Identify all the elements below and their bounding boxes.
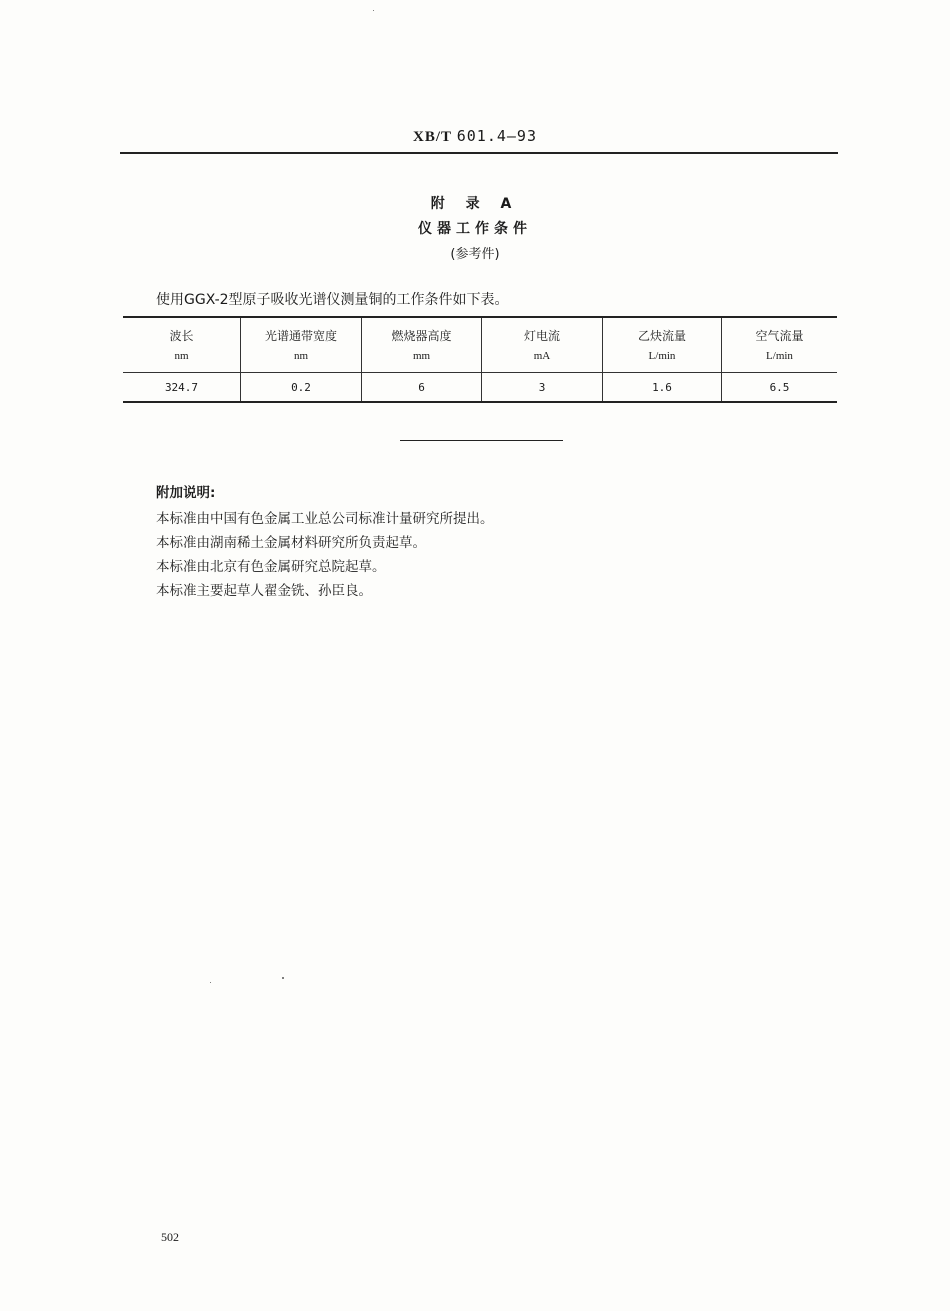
notes-line: 本标准由北京有色金属研究总院起草。 xyxy=(156,559,386,575)
column-unit: L/min xyxy=(766,349,793,362)
table-row xyxy=(123,373,837,403)
table-cell: 3 xyxy=(482,373,603,403)
appendix-title: 附 录 A xyxy=(430,196,520,212)
scan-speck xyxy=(373,10,374,11)
table-cell: 324.7 xyxy=(164,380,199,394)
table-cell: 0.2 xyxy=(241,373,362,403)
column-name: 灯电流 xyxy=(523,328,560,343)
column-header xyxy=(241,317,362,373)
header-divider xyxy=(120,152,838,154)
column-name: 乙炔流量 xyxy=(637,328,686,343)
column-name: 燃烧器高度 xyxy=(391,328,452,343)
appendix-note: (参考件) xyxy=(450,247,500,262)
additional-notes xyxy=(156,481,494,603)
column-name: 空气流量 xyxy=(755,328,804,343)
appendix-subtitle: 仪器工作条件 xyxy=(418,221,532,237)
notes-title: 附加说明: xyxy=(156,485,216,501)
page-number: 502 xyxy=(161,1230,179,1244)
notes-line: 本标准主要起草人翟金铣、孙臣良。 xyxy=(156,583,372,599)
column-header xyxy=(482,317,603,373)
appendix-end-divider xyxy=(400,440,563,441)
column-unit: nm xyxy=(174,349,189,362)
working-conditions-table xyxy=(123,316,837,403)
column-unit: mA xyxy=(533,349,551,362)
standard-code xyxy=(0,127,950,146)
column-unit: L/min xyxy=(648,349,676,362)
notes-line: 本标准由湖南稀土金属材料研究所负责起草。 xyxy=(156,535,426,551)
table-cell: 6 xyxy=(362,373,482,403)
standard-code-number: 601.4—93 xyxy=(456,127,537,145)
column-name: 波长 xyxy=(169,328,194,343)
column-unit: nm xyxy=(293,349,309,362)
column-header xyxy=(123,317,241,373)
table-cell: 6.5 xyxy=(722,373,838,403)
standard-code-prefix: XB/T xyxy=(412,129,452,145)
table-header-row xyxy=(123,317,837,373)
intro-text: 使用GGX-2型原子吸收光谱仪测量铜的工作条件如下表。 xyxy=(156,292,509,308)
column-name: 光谱通带宽度 xyxy=(264,328,337,343)
scan-speck xyxy=(282,977,284,979)
column-unit: mm xyxy=(412,349,431,362)
scan-speck xyxy=(210,982,211,983)
table-cell: 1.6 xyxy=(603,373,722,403)
notes-line: 本标准由中国有色金属工业总公司标准计量研究所提出。 xyxy=(156,511,494,527)
column-header xyxy=(362,317,482,373)
column-header xyxy=(603,317,722,373)
column-header xyxy=(722,317,838,373)
